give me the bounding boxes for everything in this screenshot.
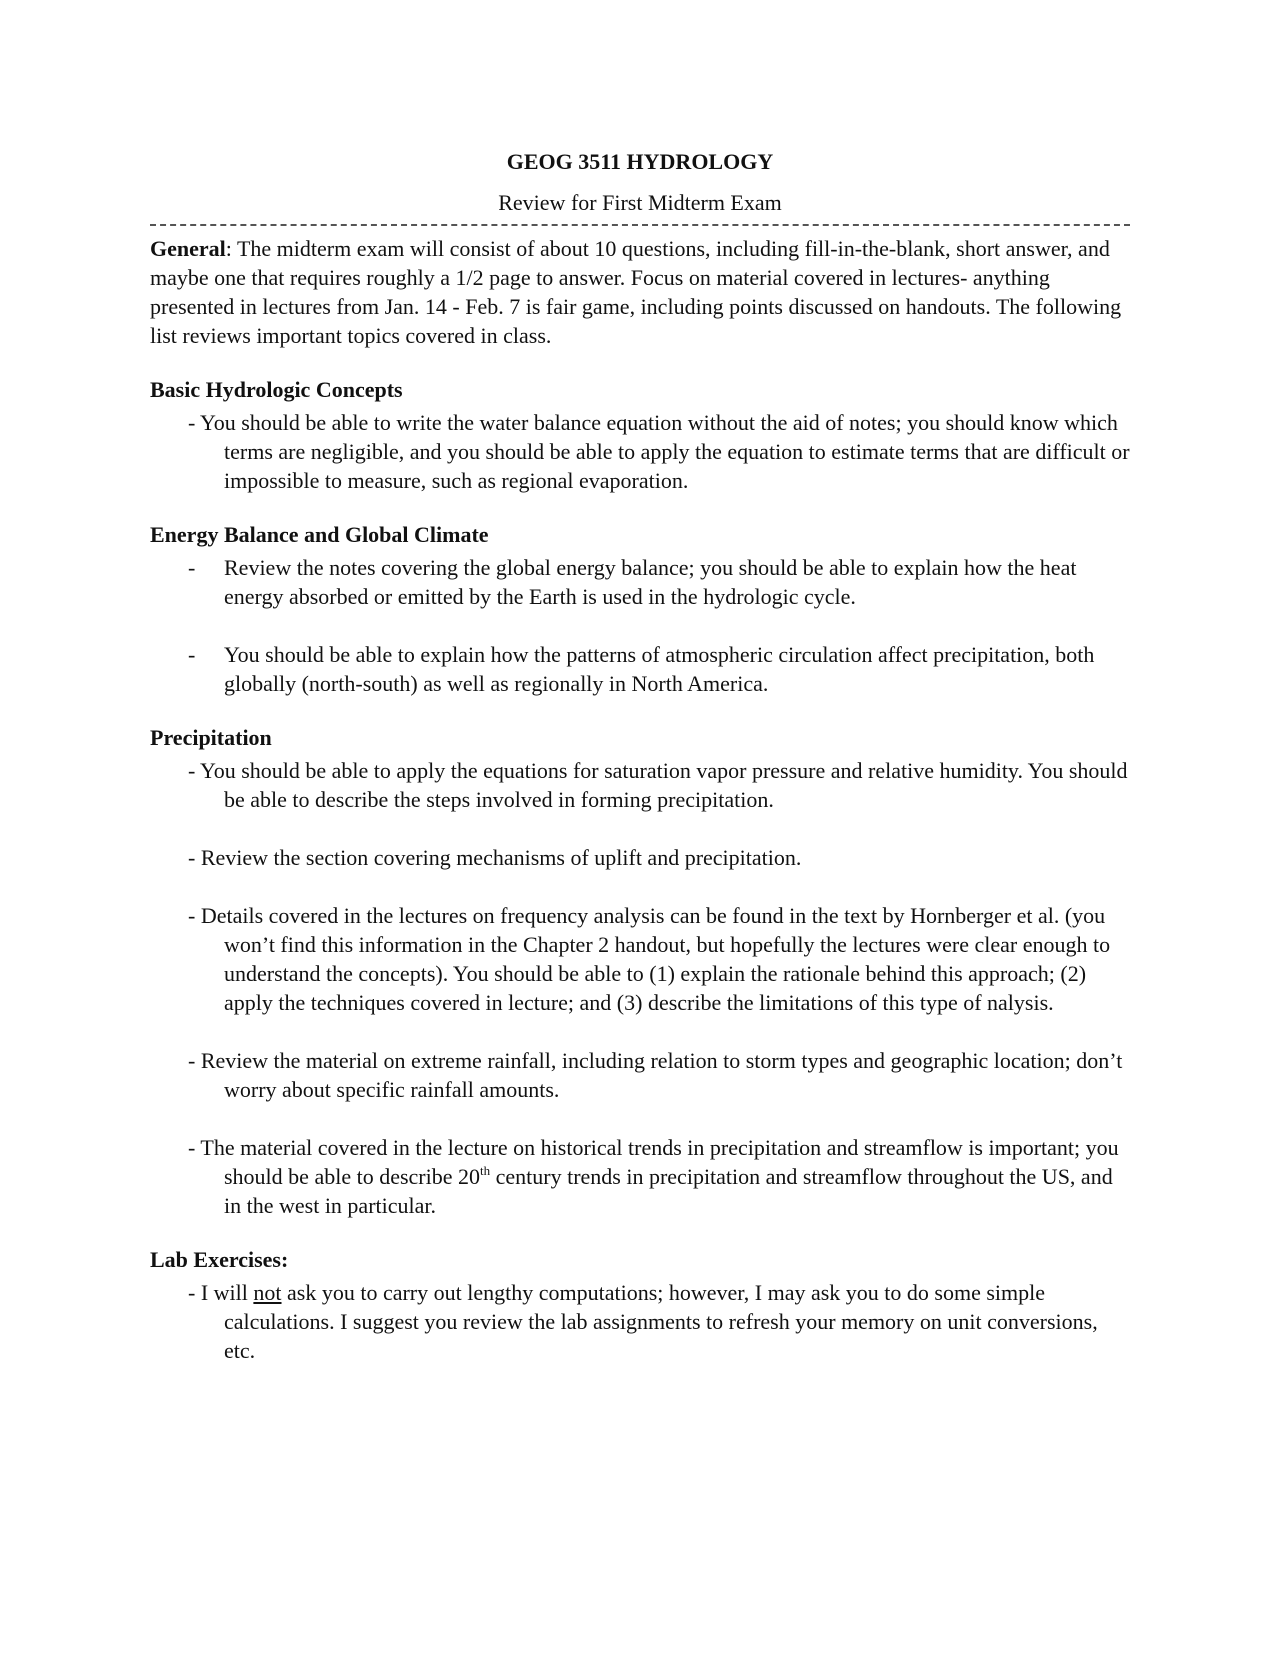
general-text: : The midterm exam will consist of about 10 questions, including fill-in-the-blank, short answer, and maybe one that requires roughly a 1/2 page to answer. Focus on material covered in lectures- anything presented in lectures from Jan. 14 - Feb. 7 is fair game, including points discussed on handouts. The following list reviews important topics covered in class.	[150, 236, 1122, 348]
section-heading: Lab Exercises:	[150, 1247, 289, 1272]
section-precipitation	[150, 723, 1130, 1220]
list-item-text: - I will	[188, 1280, 254, 1305]
section-energy-balance	[150, 520, 1130, 698]
list-item	[188, 1133, 1130, 1220]
section-heading: Energy Balance and Global Climate	[150, 522, 489, 547]
list-item-text: You should be able to explain how the patterns of atmospheric circulation affect precipitation, both globally (north-south) as well as regionally in North America.	[224, 642, 1095, 696]
list-item-text: ask you to carry out lengthy computations; however, I may ask you to do some simple calculations. I suggest you review the lab assignments to refresh your memory on unit conversions, etc.	[224, 1280, 1098, 1363]
list-dash: -	[188, 642, 196, 667]
page-title: GEOG 3511 HYDROLOGY	[506, 149, 774, 174]
underlined-text: not	[253, 1280, 282, 1305]
section-heading: Precipitation	[150, 725, 272, 750]
general-lead: General	[150, 236, 226, 261]
list-item	[188, 640, 1130, 698]
list-item: - You should be able to write the water balance equation without the aid of notes; you should know which terms are negligible, and you should be able to apply the equation to estimate terms that are difficult or impossible to measure, such as regional evaporation.	[188, 410, 1130, 493]
page-subtitle: Review for First Midterm Exam	[498, 190, 782, 215]
list-item	[188, 1278, 1130, 1365]
list-item: - You should be able to apply the equations for saturation vapor pressure and relative humidity. You should be able to describe the steps involved in forming precipitation.	[188, 758, 1128, 812]
section-basic-hydrologic-concepts	[150, 375, 1130, 495]
general-paragraph	[150, 234, 1130, 350]
list-dash: -	[188, 555, 196, 580]
list-item: - Details covered in the lectures on frequency analysis can be found in the text by Hornberger et al. (you won’t find this information in the Chapter 2 handout, but hopefully the lectures were clear enough to understand the concepts). You should be able to (1) explain the rationale behind this approach; (2) apply the techniques covered in lecture; and (3) describe the limitations of this type of nalysis.	[188, 903, 1111, 1015]
list-item: - Review the section covering mechanisms of uplift and precipitation.	[188, 845, 802, 870]
list-item: - Review the material on extreme rainfall, including relation to storm types and geographic location; don’t worry about specific rainfall amounts.	[188, 1048, 1123, 1102]
section-lab-exercises	[150, 1245, 1130, 1365]
dashed-divider	[150, 224, 1130, 240]
list-item	[188, 553, 1130, 611]
document-page	[150, 148, 1130, 1365]
list-item-text: Review the notes covering the global energy balance; you should be able to explain how the heat energy absorbed or emitted by the Earth is used in the hydrologic cycle.	[224, 555, 1077, 609]
superscript: th	[480, 1163, 491, 1178]
section-heading: Basic Hydrologic Concepts	[150, 377, 403, 402]
list-item-text: century trends in precipitation and streamflow throughout the US, and in the west in particular.	[224, 1164, 1113, 1218]
list-item-text: - The material covered in the lecture on historical trends in precipitation and streamflow is important; you should be able to describe 20	[188, 1135, 1119, 1189]
